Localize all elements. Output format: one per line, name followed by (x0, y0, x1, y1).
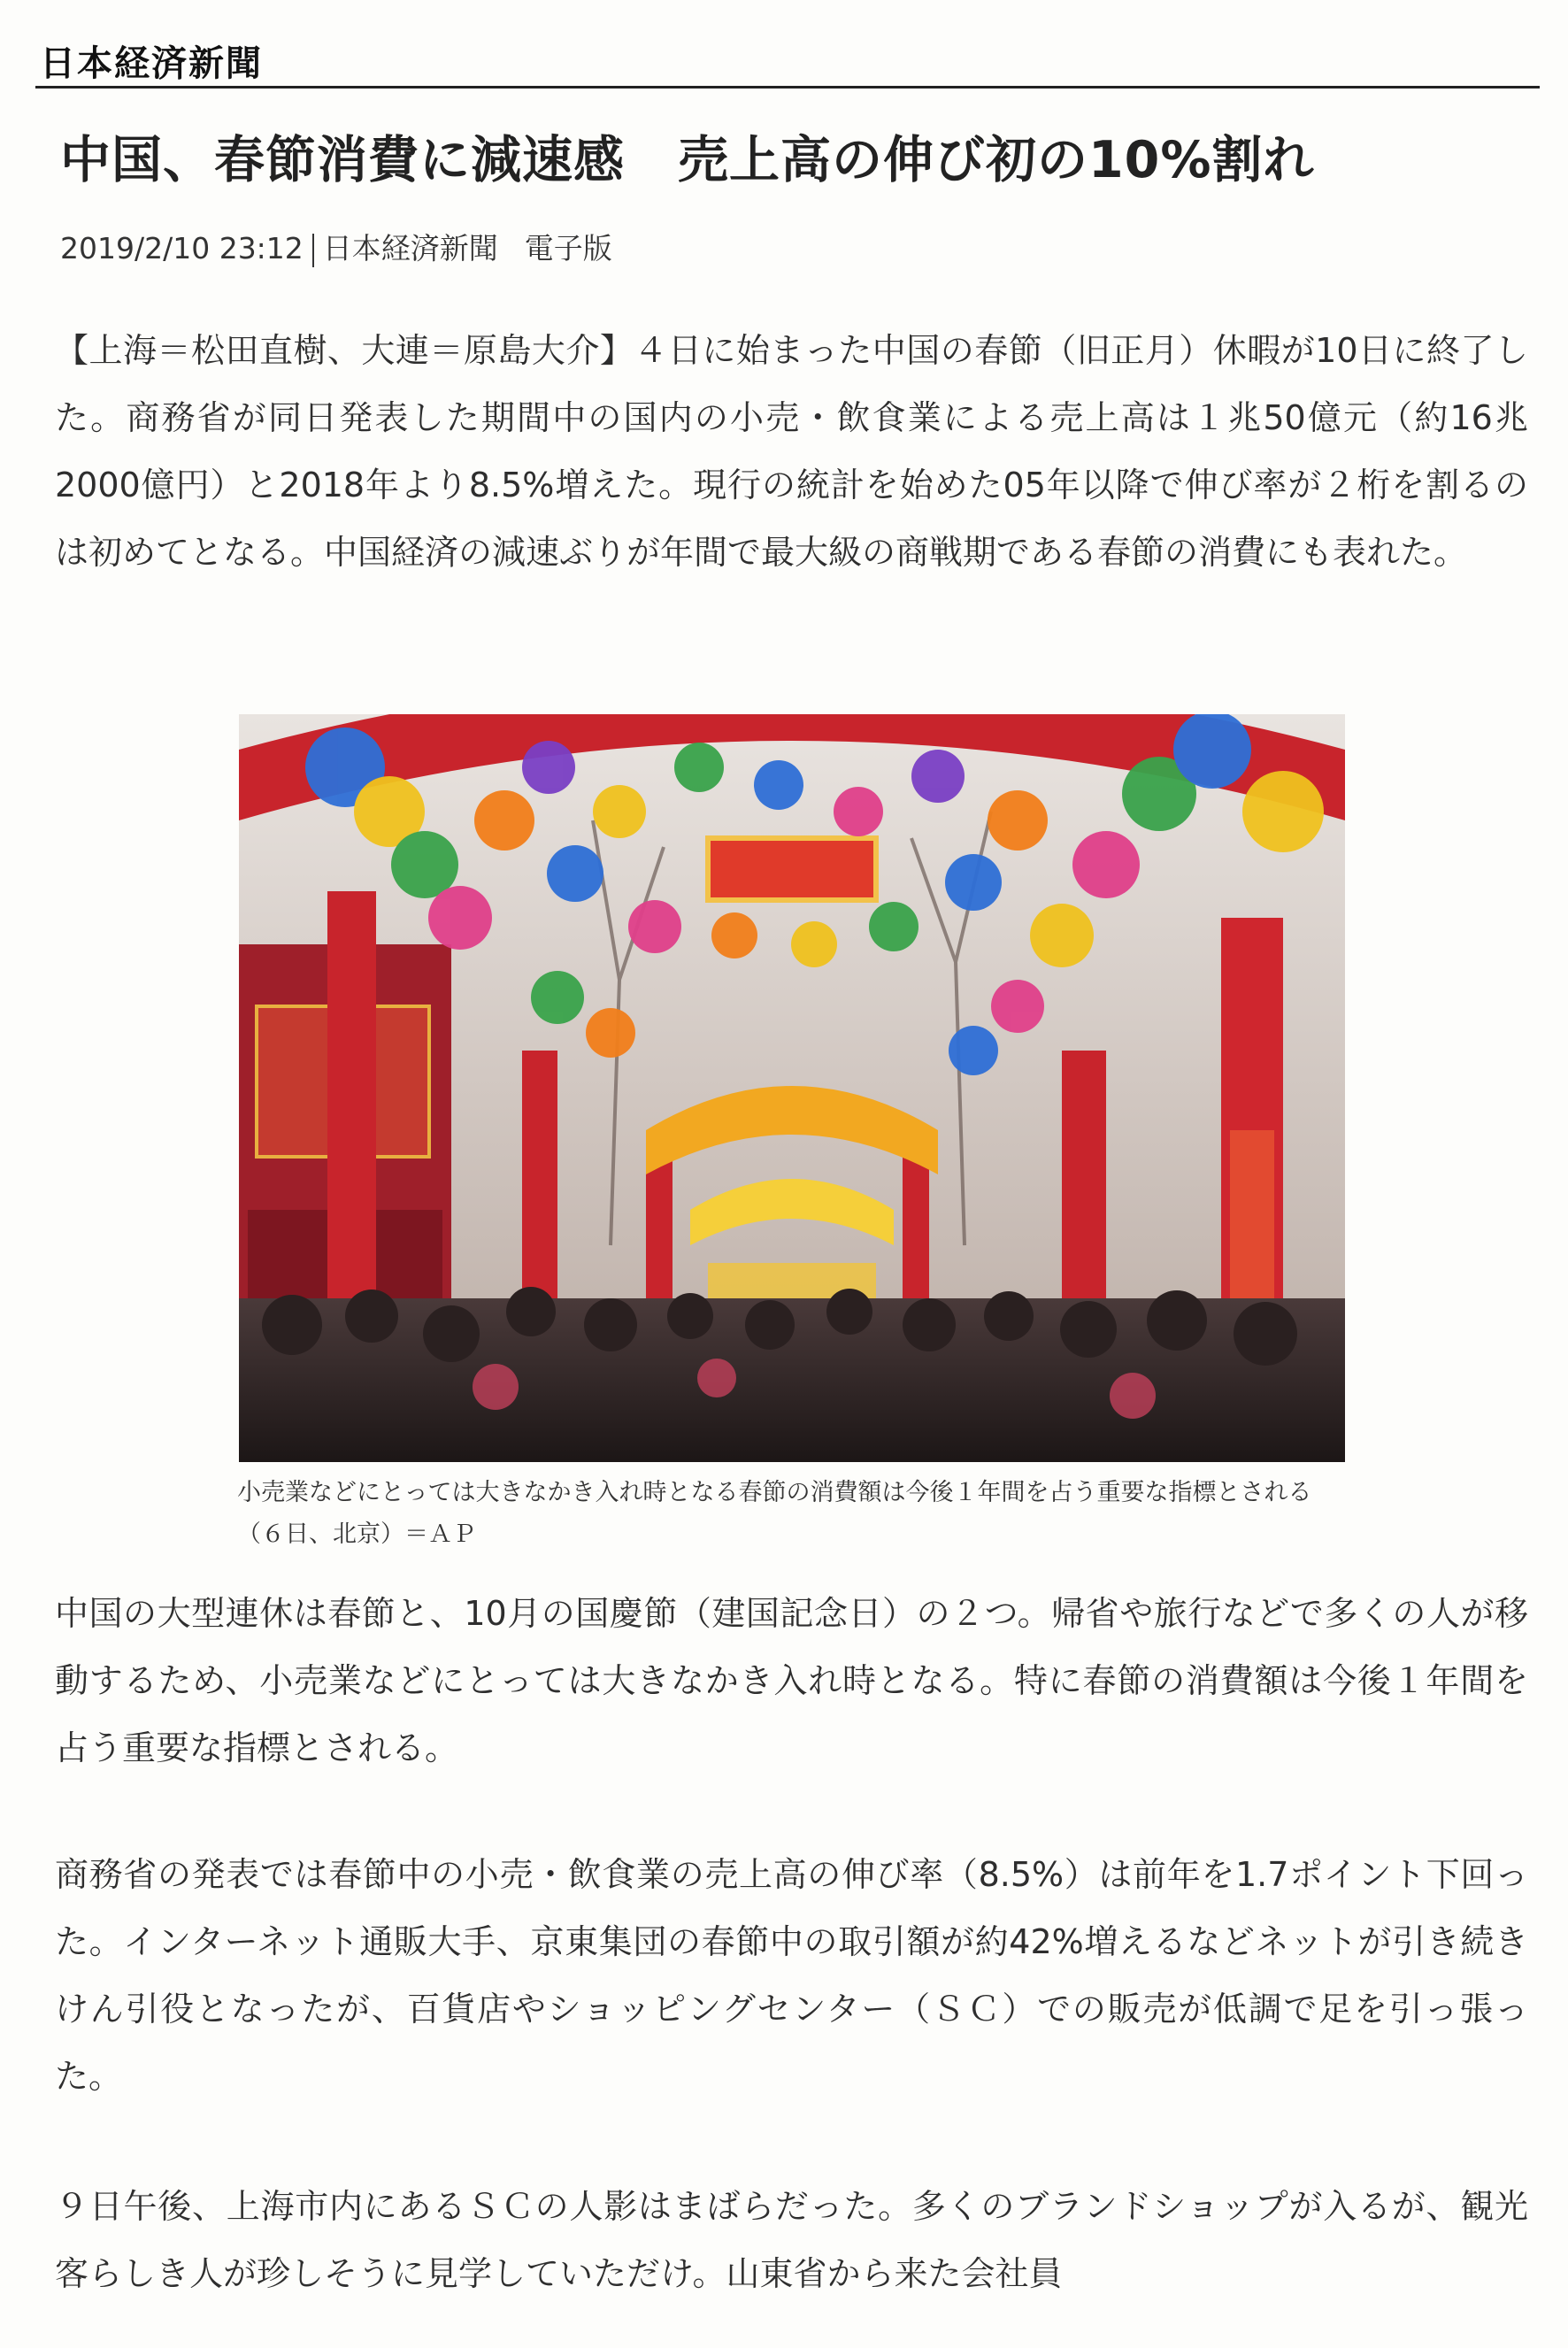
article-photo (239, 714, 1345, 1462)
headline-sub: 売上高の伸び初の10%割れ (678, 131, 1315, 189)
masthead-rule (35, 86, 1540, 89)
publish-date: 2019/2/10 23:12 (60, 231, 304, 266)
article-paragraph-4: ９日午後、上海市内にあるＳＣの人影はまばらだった。多くのブランドショップが入るが、観光客らしき人が珍しそうに見学していただけ。山東省から来た会社員 (55, 2187, 1528, 2293)
edition-label: 電子版 (524, 231, 612, 266)
meta-divider (312, 234, 314, 267)
publisher-name: 日本経済新聞 (322, 231, 498, 266)
masthead-logo: 日本経済新聞 (40, 42, 263, 84)
article-meta (60, 226, 612, 267)
headline-main: 中国、春節消費に減速感 (60, 131, 625, 189)
photo-caption: 小売業などにとっては大きなかき入れ時となる春節の消費額は今後１年間を占う重要な指標とされる（６日、北京）＝ＡＰ (237, 1479, 1312, 1548)
article-paragraph-3: 商務省の発表では春節中の小売・飲食業の売上高の伸び率（8.5%）は前年を1.7ポイント下回った。インターネット通販大手、京東集団の春節中の取引額が約42%増えるなどネットが引き続きけん引役となったが、百貨店やショッピングセンター（ＳＣ）での販売が低調で足を引っ張った。 (55, 1855, 1528, 2096)
article-headline (60, 119, 1529, 192)
article-paragraph-1: 【上海＝松田直樹、大連＝原島大介】４日に始まった中国の春節（旧正月）休暇が10日に終了した。商務省が同日発表した期間中の国内の小売・飲食業による売上高は１兆50億元（約16兆2000億円）と2018年より8.5%増えた。現行の統計を始めた05年以降で伸び率が２桁を割るのは初めてとなる。中国経済の減速ぶりが年間で最大級の商戦期である春節の消費にも表れた。 (55, 331, 1528, 572)
article-paragraph-2: 中国の大型連休は春節と、10月の国慶節（建国記念日）の２つ。帰省や旅行などで多くの人が移動するため、小売業などにとっては大きなかき入れ時となる。特に春節の消費額は今後１年間を占う重要な指標とされる。 (55, 1594, 1528, 1767)
